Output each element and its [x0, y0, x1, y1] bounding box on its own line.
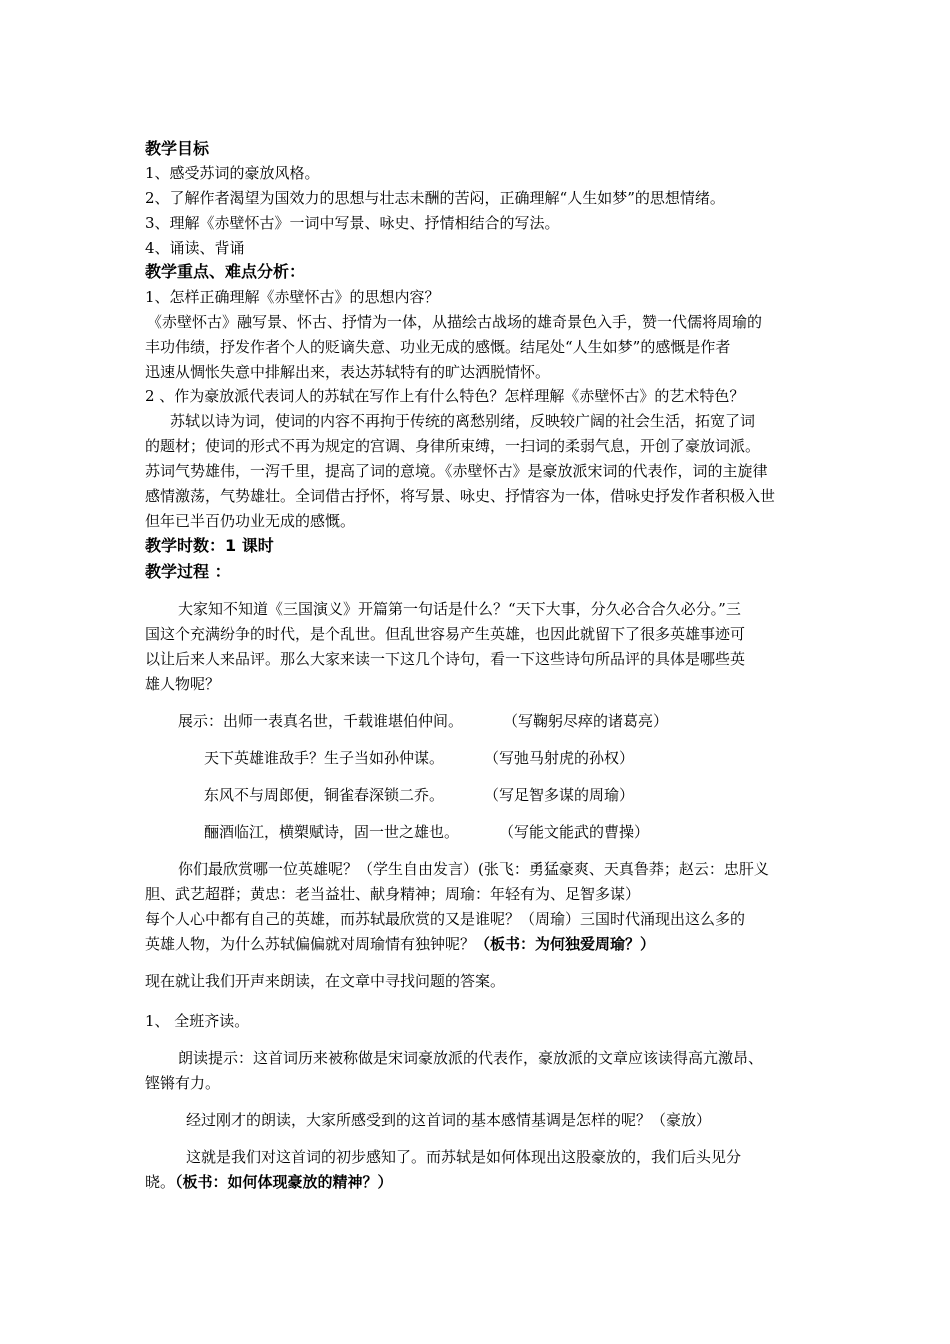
- analysis-answer-2-line: 苏词气势雄伟，一泻千里，提高了词的意境。《赤壁怀古》是豪放派宋词的代表作，词的主旋律: [145, 462, 768, 480]
- analysis-answer-1-line: 丰功伟绩，抒发作者个人的贬谪失意、功业无成的感慨。结尾处“人生如梦”的感慨是作者: [145, 338, 731, 356]
- poem-text: 酾酒临江，横槊赋诗，固一世之雄也。: [204, 823, 460, 841]
- poem-text: 东风不与周郎便，铜雀春深锁二乔。: [204, 786, 445, 804]
- teaching-hours: 教学时数：1 课时: [145, 536, 274, 555]
- tone-question: 经过刚才的朗读，大家所感受到的这首词的基本感情基调是怎样的呢？（豪放）: [186, 1111, 712, 1129]
- analysis-answer-1-line: 迅速从惆怅失意中排解出来，表达苏轼特有的旷达洒脱情怀。: [145, 363, 551, 381]
- discuss-text: 英雄人物，为什么苏轼偏偏就对周瑜情有独钟呢？: [145, 935, 476, 953]
- poem-line: [178, 710, 668, 732]
- reading-tip-line: 铿锵有力。: [145, 1074, 221, 1092]
- discuss-line: 胆、武艺超群；黄忠：老当益壮、献身精神；周瑜：年轻有为、足智多谋）: [145, 885, 641, 903]
- perceive-line: 这就是我们对这首词的初步感知了。而苏轼是如何体现出这股豪放的，我们后头见分: [186, 1148, 742, 1166]
- goal-item: 2、了解作者渴望为国效力的思想与壮志未酬的苦闷，正确理解“人生如梦”的思想情绪。: [145, 189, 725, 207]
- perceive-line: [145, 1171, 393, 1193]
- analysis-heading: 教学重点、难点分析：: [145, 262, 306, 281]
- analysis-answer-2-line: 苏轼以诗为词，使词的内容不再拘于传统的离愁别绪，反映较广阔的社会生活，拓宽了词: [170, 412, 756, 430]
- intro-line: 大家知不知道《三国演义》开篇第一句话是什么？“天下大事，分久必合合久必分。”三: [178, 600, 741, 618]
- analysis-answer-1-line: 《赤壁怀古》融写景、怀古、抒情为一体，从描绘古战场的雄奇景色入手，赞一代儒将周瑜的: [147, 313, 763, 331]
- intro-line: 国这个充满纷争的时代，是个乱世。但乱世容易产生英雄，也因此就留下了很多英雄事迹可: [145, 625, 746, 643]
- poem-line: [204, 747, 634, 769]
- discuss-line: [145, 933, 655, 955]
- poem-line: [204, 784, 634, 806]
- poem-note: （写足智多谋的周瑜）: [484, 786, 635, 804]
- poem-note: （写能文能武的曹操）: [499, 823, 650, 841]
- process-heading: 教学过程 ：: [145, 562, 231, 581]
- poem-note: （写鞠躬尽瘁的诸葛亮）: [503, 712, 669, 730]
- goal-item: 1、感受苏词的豪放风格。: [145, 164, 320, 182]
- analysis-question-1: 1、怎样正确理解《赤壁怀古》的思想内容？: [145, 288, 440, 306]
- goal-item: 3、理解《赤壁怀古》一词中写景、咏史、抒情相结合的写法。: [145, 214, 560, 232]
- discuss-line: 你们最欣赏哪一位英雄呢？（学生自由发言）(张飞：勇猛豪爽、天真鲁莽；赵云：忠肝义: [178, 860, 769, 878]
- reading-tip-line: 朗读提示：这首词历来被称做是宋词豪放派的代表作，豪放派的文章应该读得高亢激昂、: [178, 1049, 764, 1067]
- analysis-answer-2-line: 的题材；使词的形式不再为规定的宫调、身律所束缚，一扫词的柔弱气息，开创了豪放词派。: [145, 437, 761, 455]
- read-aloud-instruction: 现在就让我们开声来朗读，在文章中寻找问题的答案。: [145, 972, 506, 990]
- analysis-question-2: 2 、作为豪放派代表词人的苏轼在写作上有什么特色？怎样理解《赤壁怀古》的艺术特色？: [145, 387, 745, 405]
- poem-line: [204, 821, 649, 843]
- discuss-line: 每个人心中都有自己的英雄，而苏轼最欣赏的又是谁呢？（周瑜）三国时代涌现出这么多的: [145, 910, 746, 928]
- intro-line: 雄人物呢？: [145, 675, 221, 693]
- perceive-text: 晓。: [145, 1173, 176, 1191]
- board-note-1: （板书：为何独爱周瑜？）: [475, 935, 656, 953]
- analysis-answer-2-line: 但年已半百仍功业无成的感慨。: [145, 512, 356, 530]
- step-1: 1、 全班齐读。: [145, 1012, 250, 1030]
- goals-heading: 教学目标: [145, 139, 210, 158]
- intro-line: 以让后来人来品评。那么大家来读一下这几个诗句，看一下这些诗句所品评的具体是哪些英: [145, 650, 746, 668]
- goal-item: 4、诵读、背诵: [145, 239, 245, 257]
- analysis-answer-2-line: 感情激荡，气势雄壮。全词借古抒怀，将写景、咏史、抒情容为一体，借咏史抒发作者积极入世: [145, 487, 776, 505]
- poem-text: 展示：出师一表真名世，千载谁堪伯仲间。: [178, 712, 464, 730]
- poem-note: （写弛马射虎的孙权）: [484, 749, 635, 767]
- board-note-2: （板书：如何体现豪放的精神？）: [175, 1173, 393, 1191]
- poem-text: 天下英雄谁敌手？生子当如孙仲谋。: [204, 749, 445, 767]
